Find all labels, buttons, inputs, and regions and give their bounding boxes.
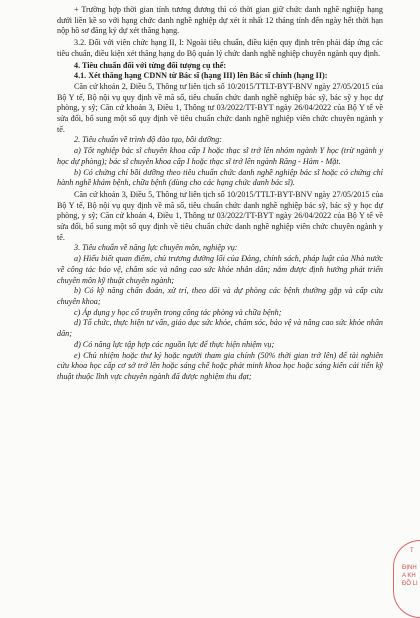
item-competency-b: b) Có kỹ năng chẩn đoán, xử trí, theo dõi và dự phòng các bệnh thường gặp và cấp cứu chuyên khoa;: [57, 286, 383, 306]
item-training-a: a) Tốt nghiệp bác sĩ chuyên khoa cấp I hoặc thạc sĩ trở lên nhóm ngành Y học (trừ ngành y học dự phòng); bác sĩ chuyên khoa cấp I hoặc thạc sĩ trở lên ngành Răng - Hàm - Mặt.: [57, 146, 383, 166]
paragraph-rank-ii-i: 3.2. Đối với viên chức hạng II, I: Ngoài tiêu chuẩn, điều kiện quy định trên phải đáp ứng các tiêu chuẩn, điều kiện xét thăng hạng do Bộ quản lý chức danh nghề nghiệp chuyên ngành quy định.: [57, 38, 383, 58]
stamp-text: A KH: [402, 573, 416, 579]
item-competency-d: d) Tổ chức, thực hiện tư vấn, giáo dục sức khỏe, chăm sóc, bảo vệ và nâng cao sức khỏe nhân dân;: [57, 318, 383, 339]
red-stamp-fragment: [393, 540, 420, 618]
heading-section-4: 4. Tiêu chuẩn đối với từng đối tượng cụ thể:: [74, 60, 227, 70]
stamp-text: T: [410, 548, 414, 554]
heading-section-4-1: 4.1. Xét thăng hạng CDNN từ Bác sĩ (hạng III) lên Bác sĩ chính (hạng II):: [74, 71, 328, 81]
paragraph-legal-basis-1: Căn cứ khoản 2, Điều 5, Thông tư liên tịch số 10/2015/TTLT-BYT-BNV ngày 27/05/2015 của Bộ Y tế, Bộ nội vụ quy định về mã số, tiêu chuẩn chức danh nghề nghiệp bác sỹ, bác sỹ y học dự phòng, y sỹ; Căn cứ khoản 3, Điều 1, Thông tư 03/2022/TT-BYT ngày 26/04/2022 của Bộ Y tế về sửa đổi, bổ sung một số quy định về tiêu chuẩn chức danh nghề nghiệp viên chức chuyên ngành y tế.: [57, 81, 383, 134]
heading-training-standard: 2. Tiêu chuẩn về trình độ đào tạo, bồi dưỡng:: [74, 135, 223, 145]
document-body: [57, 5, 383, 383]
stamp-text: ĐỒ LI: [402, 581, 418, 587]
item-training-b: b) Có chứng chỉ bồi dưỡng theo tiêu chuẩn chức danh nghề nghiệp bác sĩ hoặc có chứng chỉ hành nghề khám bệnh, chữa bệnh (dùng cho các hạng chức danh bác sĩ).: [57, 167, 383, 188]
paragraph-time-equivalent: + Trường hợp thời gian tính tương đương thì có thời gian giữ chức danh nghề nghiệp hạng dưới liền kề so với hạng chức danh nghề nghiệp dự xét ít nhất 12 tháng tính đến ngày hết thời hạn nộp hồ sơ đăng ký dự xét thăng hạng.: [57, 5, 383, 36]
paragraph-legal-basis-2: Căn cứ khoản 3, Điều 5, Thông tư liên tịch số 10/2015/TTLT-BYT-BNV ngày 27/05/2015 của Bộ Y tế, Bộ nội vụ quy định về mã số, tiêu chuẩn chức danh nghề nghiệp bác sỹ, bác sỹ y học dự phòng, y sỹ; Căn cứ khoản 4, Điều 1, Thông tư 03/2022/TT-BYT ngày 26/04/2022 của Bộ Y tế về sửa đổi, bổ sung một số quy định về tiêu chuẩn chức danh nghề nghiệp viên chức chuyên ngành y tế.: [57, 189, 383, 242]
item-competency-dd: đ) Có năng lực tập hợp các nguồn lực để thực hiện nhiệm vụ;: [74, 339, 275, 349]
item-competency-e: e) Chủ nhiệm hoặc thư ký hoặc người tham gia chính (50% thời gian trở lên) để tài nghiên cứu khoa học cấp cơ sở trở lên hoặc sáng chế hoặc phát minh khoa học hoặc sáng kiến cải tiến kỹ thuật thuộc lĩnh vực chuyên ngành đã được nghiệm thu đạt;: [57, 350, 383, 381]
item-competency-a: a) Hiểu biết quan điểm, chủ trương đường lối của Đảng, chính sách, pháp luật của Nhà nước về công tác bảo vệ, chăm sóc và nâng cao sức khỏe nhân dân; nắm được định hướng phát triển chuyên môn kỹ thuật chuyên ngành;: [57, 254, 383, 285]
item-competency-c: c) Áp dụng y học cổ truyền trong công tác phòng và chữa bệnh;: [74, 307, 282, 317]
stamp-text: ĐỊNH: [402, 565, 417, 571]
heading-competency-standard: 3. Tiêu chuẩn về năng lực chuyên môn, nghiệp vụ:: [74, 243, 238, 253]
